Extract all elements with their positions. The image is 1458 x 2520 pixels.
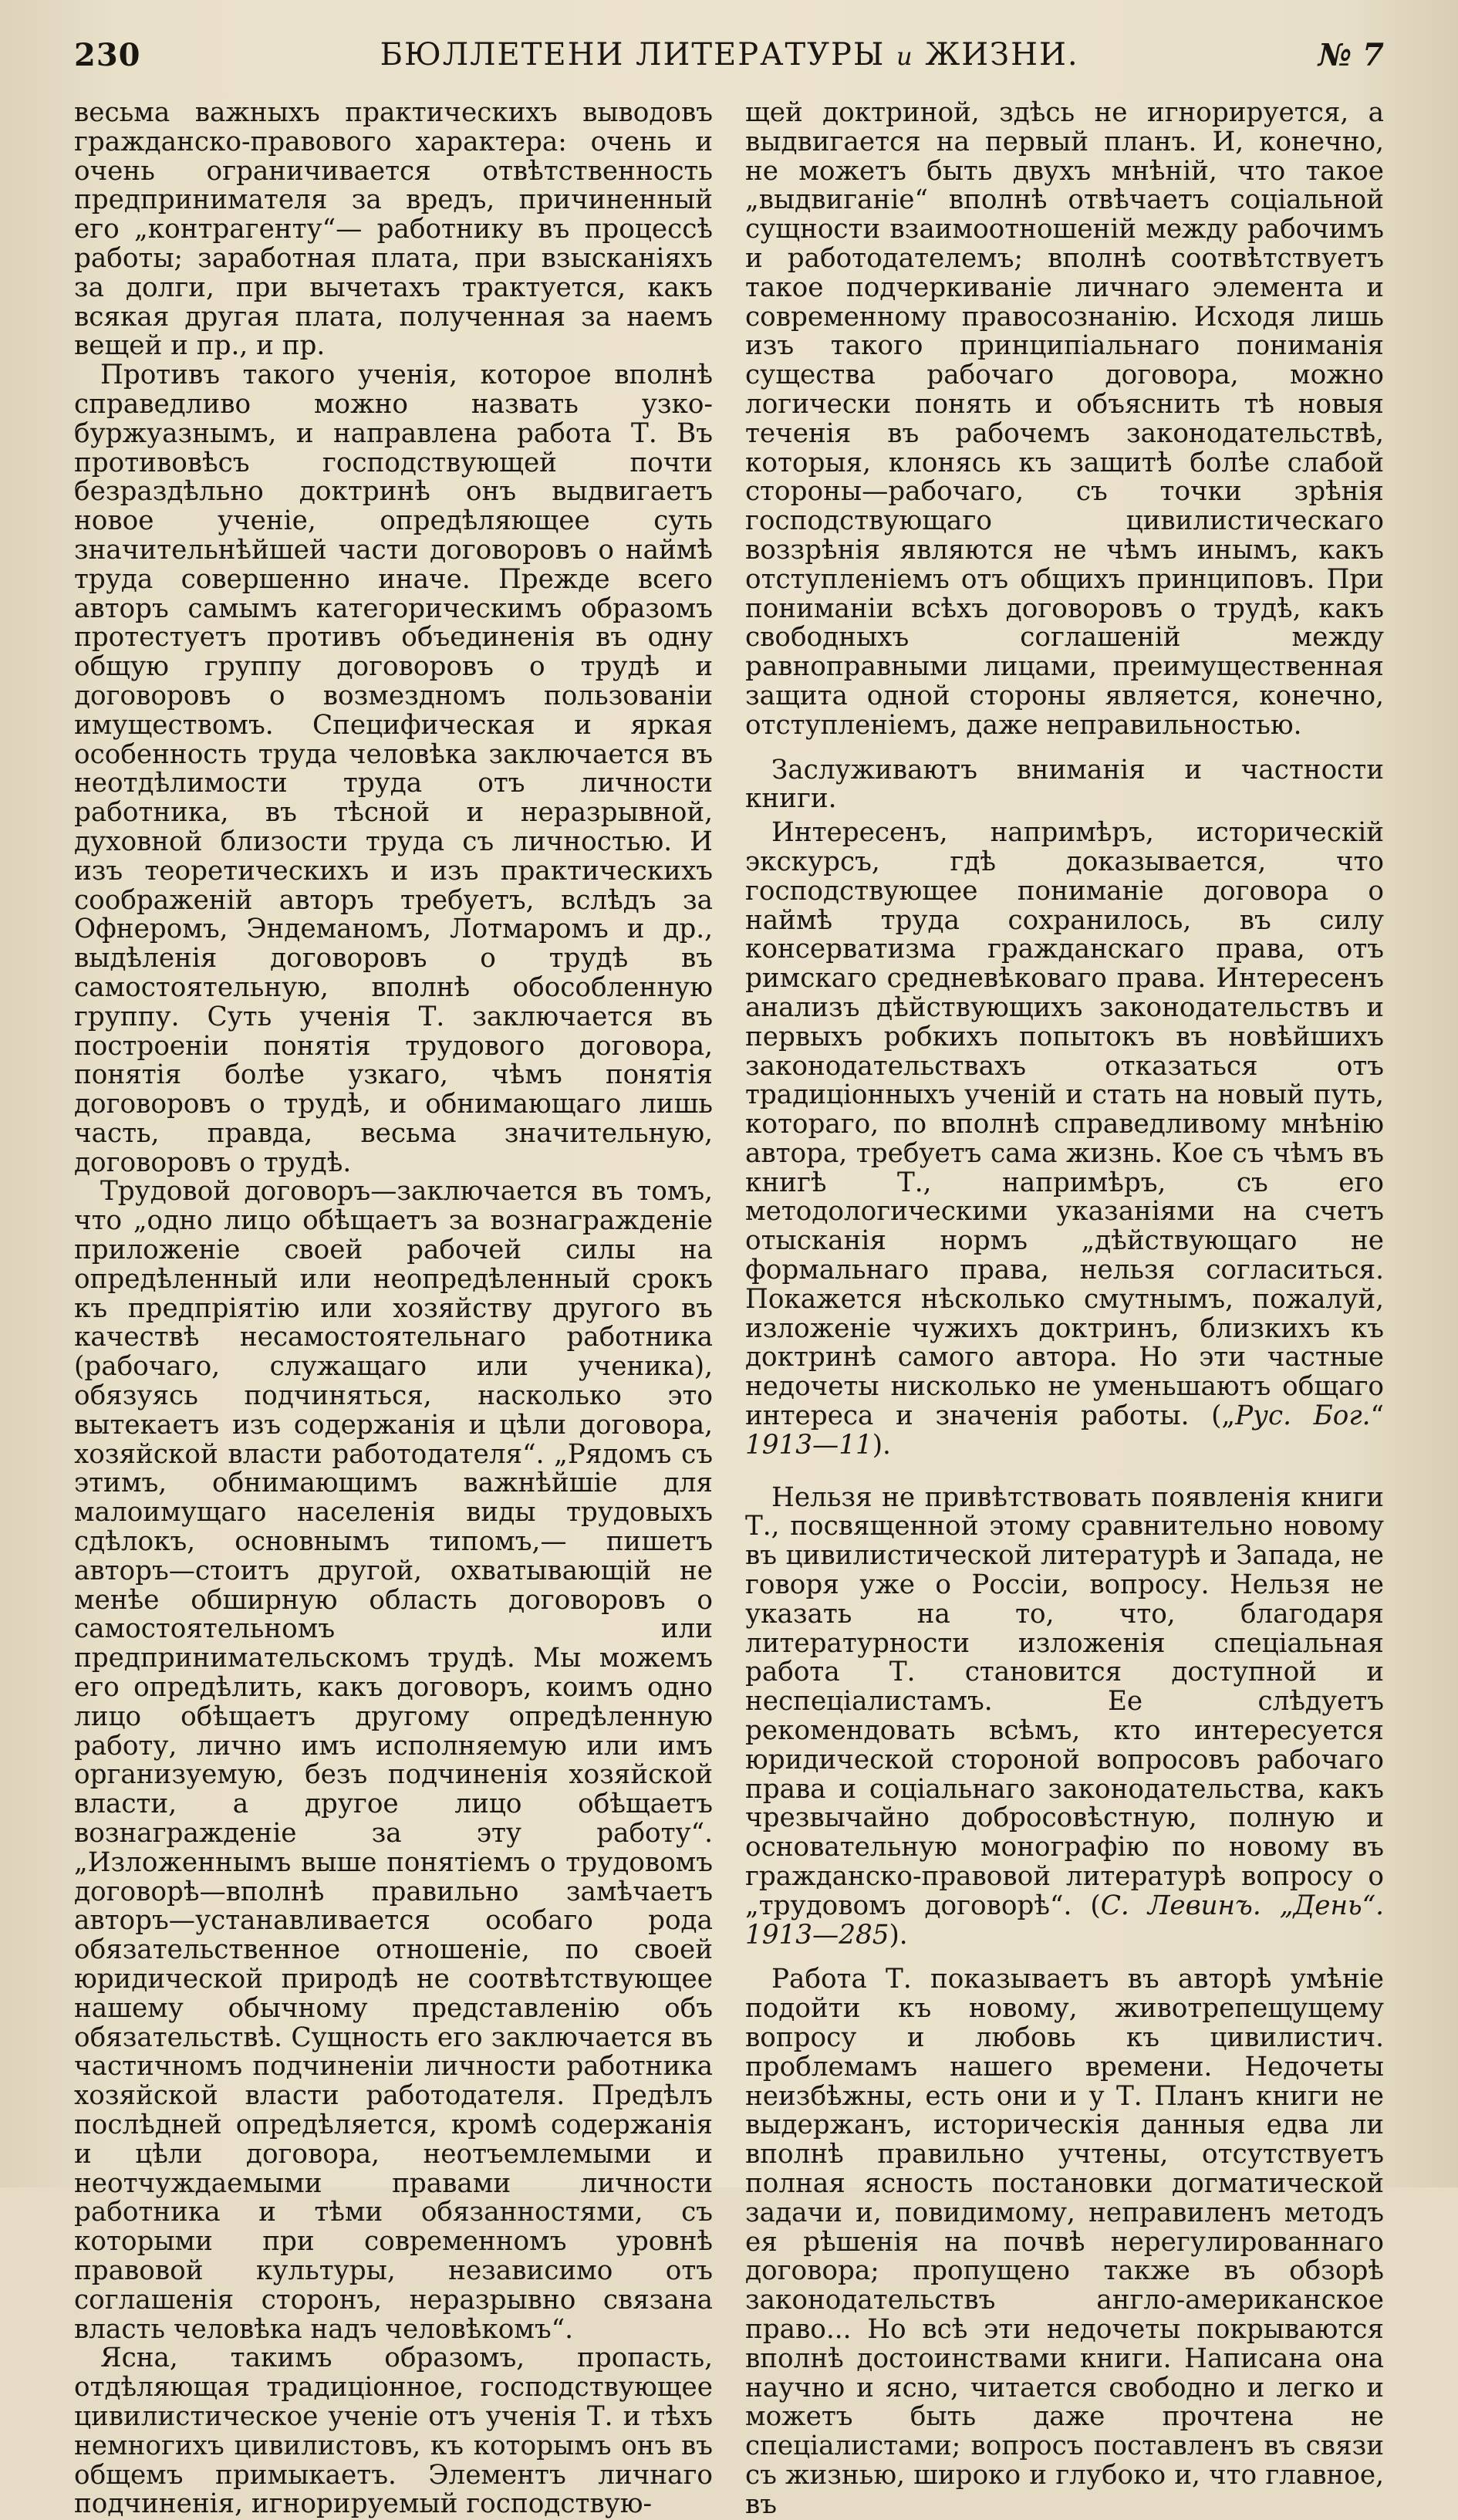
running-title-conjunction: и [896, 42, 914, 71]
citation-open: („ [1189, 1400, 1236, 1432]
paragraph: Противъ такого ученія, которое вполнѣ справедливо можно назвать узко-буржуазнымъ, и направлена работа Т. Въ противовѣсъ господствующей почти безраздѣльно доктринѣ онъ выдвигаетъ новое ученіе, опредѣляющее суть значительнѣйшей части договоровъ о наймѣ труда совершенно иначе. Прежде всего авторъ самымъ категорическимъ образомъ протестуетъ противъ объединенія въ одну общую группу договоровъ о трудѣ и договоровъ о возмездномъ пользованіи имуществомъ. Специфическая и яркая особенность труда человѣка заключается въ неотдѣлимости труда отъ личности работника, въ тѣсной и неразрывной, духовной близости труда съ личностью. И изъ теоретическихъ и изъ практическихъ соображеній авторъ требуетъ, вслѣдъ за Офнеромъ, Эндеманомъ, Лотмаромъ и др., выдѣленія договоровъ о трудѣ въ самостоятельную, вполнѣ обособленную группу. Суть ученія Т. заключается въ построеніи понятія трудового договора, понятія болѣе узкаго, чѣмъ понятія договоровъ о трудѣ, и обнимающаго лишь часть, правда, весьма значительную, договоровъ о трудѣ. [74, 360, 713, 1178]
citation-close: ). [889, 1919, 908, 1951]
citation-close: ). [872, 1429, 891, 1461]
running-title-end: ЖИЗНИ. [925, 37, 1079, 73]
citation-mid: “ [1370, 1400, 1384, 1432]
text-columns [74, 97, 1384, 2520]
paragraph: Работа Т. показываетъ въ авторѣ умѣніе подойти къ новому, животрепещущему вопросу и любовь къ цивилистич. проблемамъ нашего времени. Недочеты неизбѣжны, есть они и у Т. Планъ книги не выдержанъ, историческія данныя едва ли вполнѣ правильно учтены, отсутствуетъ полная ясность постановки догматической задачи и, повидимому, неправиленъ методъ ея рѣшенія на почвѣ нерегулированнаго договора; пропущено также въ обзорѣ законодательствъ англо-американское право... Но всѣ эти недочеты покрываются вполнѣ достоинствами книги. Написана она научно и ясно, читается свободно и легко и можетъ быть даже прочтена не спеціалистами; вопросъ поставленъ въ связи съ жизнью, широко и глубоко и, что главное, въ [745, 1964, 1384, 2520]
paragraph: весьма важныхъ практическихъ выводовъ гражданско-правового характера: очень и очень ограничивается отвѣтственность предпринимателя за вредъ, причиненный его „контрагенту“— работнику въ процессѣ работы; заработная плата, при взысканіяхъ за долги, при вычетахъ трактуется, какъ всякая другая плата, полученная за наемъ вещей и пр., и пр. [74, 97, 713, 362]
running-title [380, 37, 1079, 73]
paragraph [745, 819, 1384, 1461]
paragraph: Заслуживаютъ вниманія и частности книги. [745, 754, 1384, 815]
paragraph-text: Нельзя не привѣтствовать появленія книги Т., посвященной этому сравнительно новому въ цивилистической литературѣ и Запада, не говоря уже о Россіи, вопросу. Нельзя не указать на то, что, благодаря литературности изложенія спеціальная работа Т. становится доступной и неспеціалистамъ. Ее слѣдуетъ рекомендовать всѣмъ, кто интересуется юридической стороной вопросовъ рабочаго права и соціальнаго законодательства, какъ чрезвычайно добросовѣстную, полную и основательную монографію по новому въ гражданско-правовой литературѣ вопросу о „трудовомъ договорѣ“. [745, 1481, 1384, 1921]
page-number: 230 [74, 36, 141, 73]
issue-number: № 7 [1318, 36, 1384, 73]
right-column [745, 97, 1384, 2520]
paragraph: щей доктриной, здѣсь не игнорируется, а выдвигается на первый планъ. И, конечно, не можетъ быть двухъ мнѣній, что такое „выдвиганіе“ вполнѣ отвѣчаетъ соціальной сущности взаимоотношеній между рабочимъ и работодателемъ; вполнѣ соотвѣтствуетъ такое подчеркиваніе личнаго элемента и современному правосознанію. Исходя лишь изъ такого принципіальнаго пониманія существа рабочаго договора, можно логически понять и объяснить тѣ новыя теченія въ рабочемъ законодательствѣ, которыя, клонясь къ защитѣ болѣе слабой стороны—рабочаго, съ точки зрѣнія господствующаго цивилистическаго воззрѣнія являются не чѣмъ инымъ, какъ отступленіемъ отъ общихъ принциповъ. При пониманіи всѣхъ договоровъ о трудѣ, какъ свободныхъ соглашеній между равноправными лицами, преимущественная защита одной стороны является, конечно, отступленіемъ, даже неправильностью. [745, 97, 1384, 741]
paragraph: Ясна, такимъ образомъ, пропасть, отдѣляющая традиціонное, господствующее цивилистическое ученіе отъ ученія Т. и тѣхъ немногихъ цивилистовъ, къ которымъ онъ въ общемъ примыкаетъ. Элементъ личнаго подчиненія, игнорируемый господствую- [74, 2343, 713, 2520]
citation-open: ( [1072, 1890, 1101, 1921]
paragraph: Трудовой договоръ—заключается въ томъ, что „одно лицо обѣщаетъ за вознагражденіе приложеніе своей рабочей силы на опредѣленный или неопредѣленный срокъ къ предпріятію или хозяйству другого въ качествѣ несамостоятельнаго работника (рабочаго, служащаго или ученика), обязуясь подчиняться, насколько это вытекаетъ изъ содержанія и цѣли договора, хозяйской власти работодателя“. „Рядомъ съ этимъ, обнимающимъ важнѣйшіе для малоимущаго населенія виды трудовыхъ сдѣлокъ, основнымъ типомъ,— пишетъ авторъ—стоитъ другой, охватывающій не менѣе обширную область договоровъ о самостоятельномъ или предпринимательскомъ трудѣ. Мы можемъ его опредѣлить, какъ договоръ, коимъ одно лицо обѣщаетъ другому опредѣленную работу, лично имъ исполняемую или имъ организуемую, безъ подчиненія хозяйской власти, а другое лицо обѣщаетъ вознагражденіе за эту работу“. „Изложеннымъ выше понятіемъ о трудовомъ договорѣ—вполнѣ правильно замѣчаетъ авторъ—устанавливается особаго рода обязательственное отношеніе, по своей юридической природѣ не соотвѣтствующее нашему обычному представленію объ обязательствѣ. Сущность его заключается въ частичномъ подчиненіи личности работника хозяйской власти работодателя. Предѣлъ послѣдней опредѣляется, кромѣ содержанія и цѣли договора, неотъемлемыми и неотчуждаемыми правами личности работника и тѣми обязанностями, съ которыми при современномъ уровнѣ правовой культуры, независимо отъ соглашенія сторонъ, неразрывно связана власть человѣка надъ человѣкомъ“. [74, 1176, 713, 2345]
left-column [74, 97, 713, 2520]
citation-source: Рус. Бог. [1235, 1400, 1371, 1432]
paragraph-text: Интересенъ, напримѣръ, историческій экскурсъ, гдѣ доказывается, что господствующее пониманіе договора о наймѣ труда сохранилось, въ силу консерватизма гражданскаго права, отъ римскаго средневѣковаго права. Интересенъ анализъ дѣйствующихъ законодательствъ и первыхъ робкихъ попытокъ въ новѣйшихъ законодательствахъ отказаться отъ традиціонныхъ ученій и стать на новый путь, котораго, по вполнѣ справедливому мнѣнію автора, требуетъ сама жизнь. Кое съ чѣмъ въ книгѣ Т., напримѣръ, съ его методологическими указаніями на счетъ отысканія нормъ „дѣйствующаго не формальнаго права, нельзя согласиться. Покажется нѣсколько смутнымъ, пожалуй, изложеніе чужихъ доктринъ, близкихъ къ доктринѣ самого автора. Но эти частные недочеты нисколько не уменьшаютъ общаго интереса и значенія работы. [745, 817, 1384, 1432]
citation-number: 1913—11 [745, 1429, 872, 1461]
citation-source: С. Левинъ. „День“. 1913—285 [745, 1890, 1384, 1951]
paragraph [745, 1481, 1384, 1951]
page-header [74, 32, 1384, 77]
running-title-main: БЮЛЛЕТЕНИ ЛИТЕРАТУРЫ [380, 37, 886, 73]
